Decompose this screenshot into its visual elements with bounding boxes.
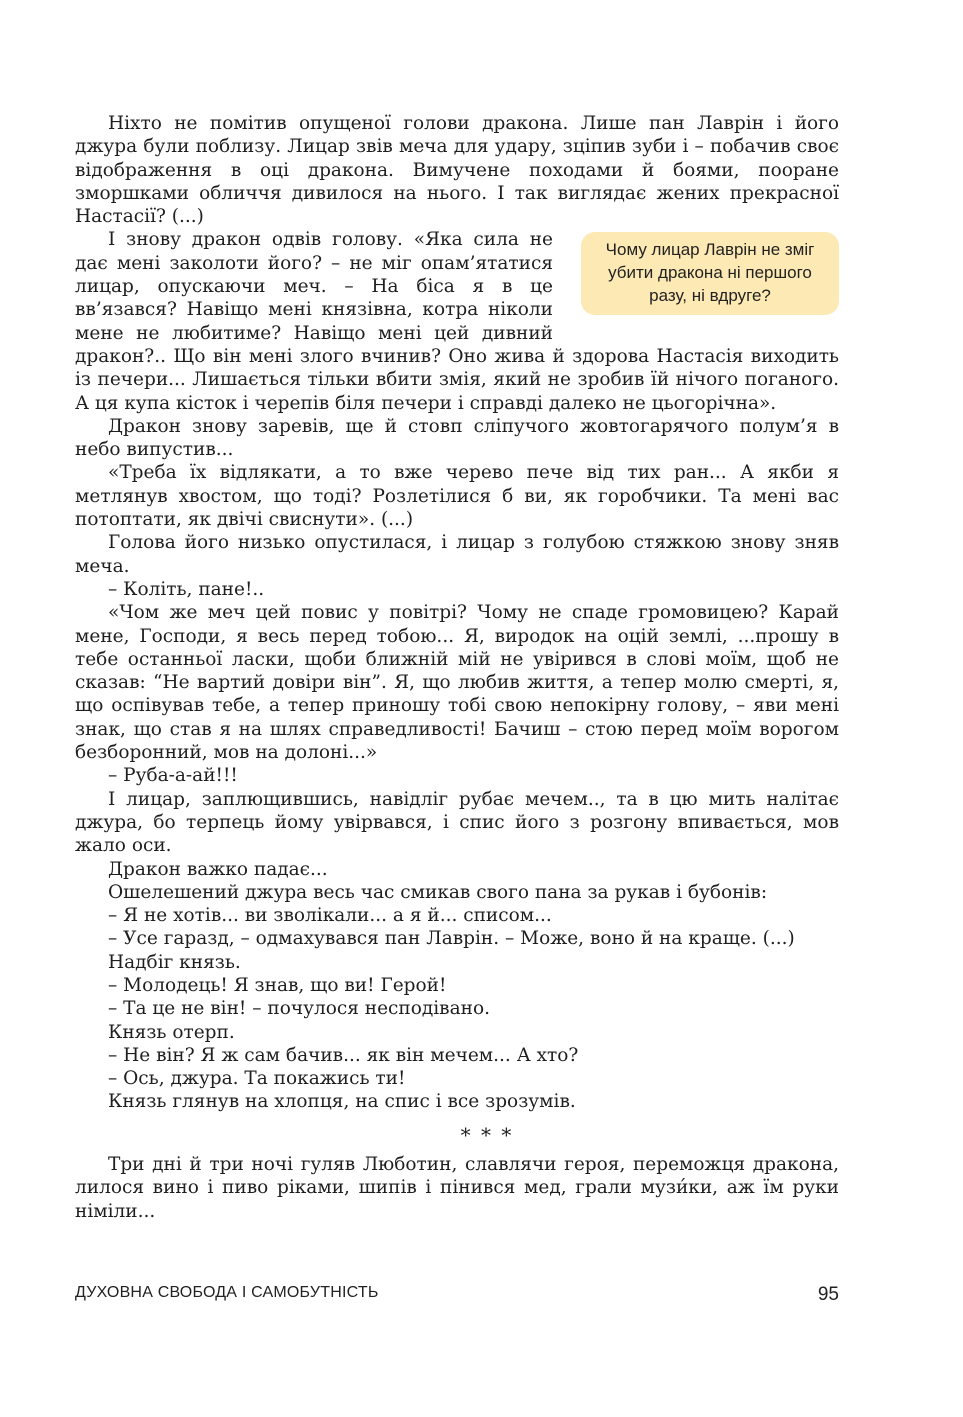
paragraph: – Усе гаразд, – одмахувався пан Лаврін. – Може, воно й на краще. (...) [108,928,795,950]
paragraph: Князь глянув на хлопця, на спис і все зрозумів. [108,1091,576,1113]
paragraph: – Коліть, пане!.. [108,578,265,600]
paragraph [75,228,839,414]
callout-box: Чому лицар Лаврін не зміг убити дракона ні першого разу, ні вдруге? [581,232,839,315]
paragraph: – Ось, джура. Та покажись ти! [108,1068,406,1090]
paragraph: Дракон важко падає... [108,858,328,880]
paragraph: – Я не хотів... ви зволікали... а я й... списом... [108,905,552,927]
paragraph: – Руба-а-ай!!! [108,765,238,787]
paragraph: Князь отерп. [108,1021,235,1043]
paragraph-text: І знову дракон одвів голову. «Яка сила не дає мені заколоти його? – не міг опам’ятатися лицар, опускаючи меч. – На біса я в це вв’язався? Навіщо мені князівна, котра ніколи мене не любитиме? Навіщо мені цей дивний дракон?.. Що він мені злого вчинив? Оно жива й здорова Настасія виходить із печери... Лишається тільки вбити змія, який не зробив їй нічого поганого. А ця купа кісток і черепів біля печери і справді далеко не цьогорічна». [75,229,839,414]
paragraph: Голова його низько опустилася, і лицар з голубою стяжкою знову зняв меча. [75,532,839,577]
footer-section-title: ДУХОВНА СВОБОДА І САМОБУТНІСТЬ [75,1284,379,1301]
paragraph: Ніхто не помітив опущеної голови дракона. Лише пан Лаврін і його джура були поблизу. Лицар звів меча для удару, зціпив зуби і – побачив своє відображення в оці дракона. Вимучене походами й боями, пооране зморшками обличчя дивилося на нього. І так виглядає жених прекрасної Настасії? (...) [75,113,839,228]
paragraph: – Молодець! Я знав, що ви! Герой! [108,974,447,996]
paragraph: І лицар, заплющившись, навідліг рубає мечем.., та в цю мить налітає джура, бо терпець йому увірвався, і спис його з розгону впивається, мов жало оси. [75,788,839,857]
page-number: 95 [817,1284,839,1305]
paragraph: «Чом же меч цей повис у повітрі? Чому не спаде громовицею? Карай мене, Господи, я весь перед тобою... Я, виродок на оцій землі, ...прошу в тебе останньої ласки, щоби ближній мій не увірився в слові моїм, щоб не сказав: “Не вартий довіри він”. Я, що любив життя, а тепер молю смерті, я, що оспівував тебе, а тепер приношу тобі свою непокірну голову, – яви мені знак, що став я на шлях справедливості! Бачиш – стою перед моїм ворогом безборонний, мов на долоні...» [75,602,839,764]
paragraph: – Не він? Я ж сам бачив... як він мечем... А хто? [108,1044,579,1066]
section-separator: * * * [460,1122,514,1147]
paragraph: Ошелешений джура весь час смикав свого пана за рукав і бубонів: [108,881,768,903]
paragraph: – Та це не він! – почулося несподівано. [108,998,490,1020]
final-paragraph: Три дні й три ночі гуляв Люботин, славлячи героя, переможця дракона, лилося вино і пиво ріками, шипів і пінився мед, грали музи́ки, аж їм руки німіли... [75,1154,839,1222]
paragraph: «Треба їх відлякати, а то вже черево пече від тих ран... А якби я метлянув хвостом, що тоді? Розлетілися б ви, як горобчики. Та мені вас потоптати, як двічі свиснути». (...) [75,462,839,531]
paragraph: Дракон знову заревів, ще й стовп сліпучого жовтогарячого полум’я в небо випустив... [75,415,839,461]
paragraph: Надбіг князь. [108,951,241,973]
main-text [75,112,839,1223]
